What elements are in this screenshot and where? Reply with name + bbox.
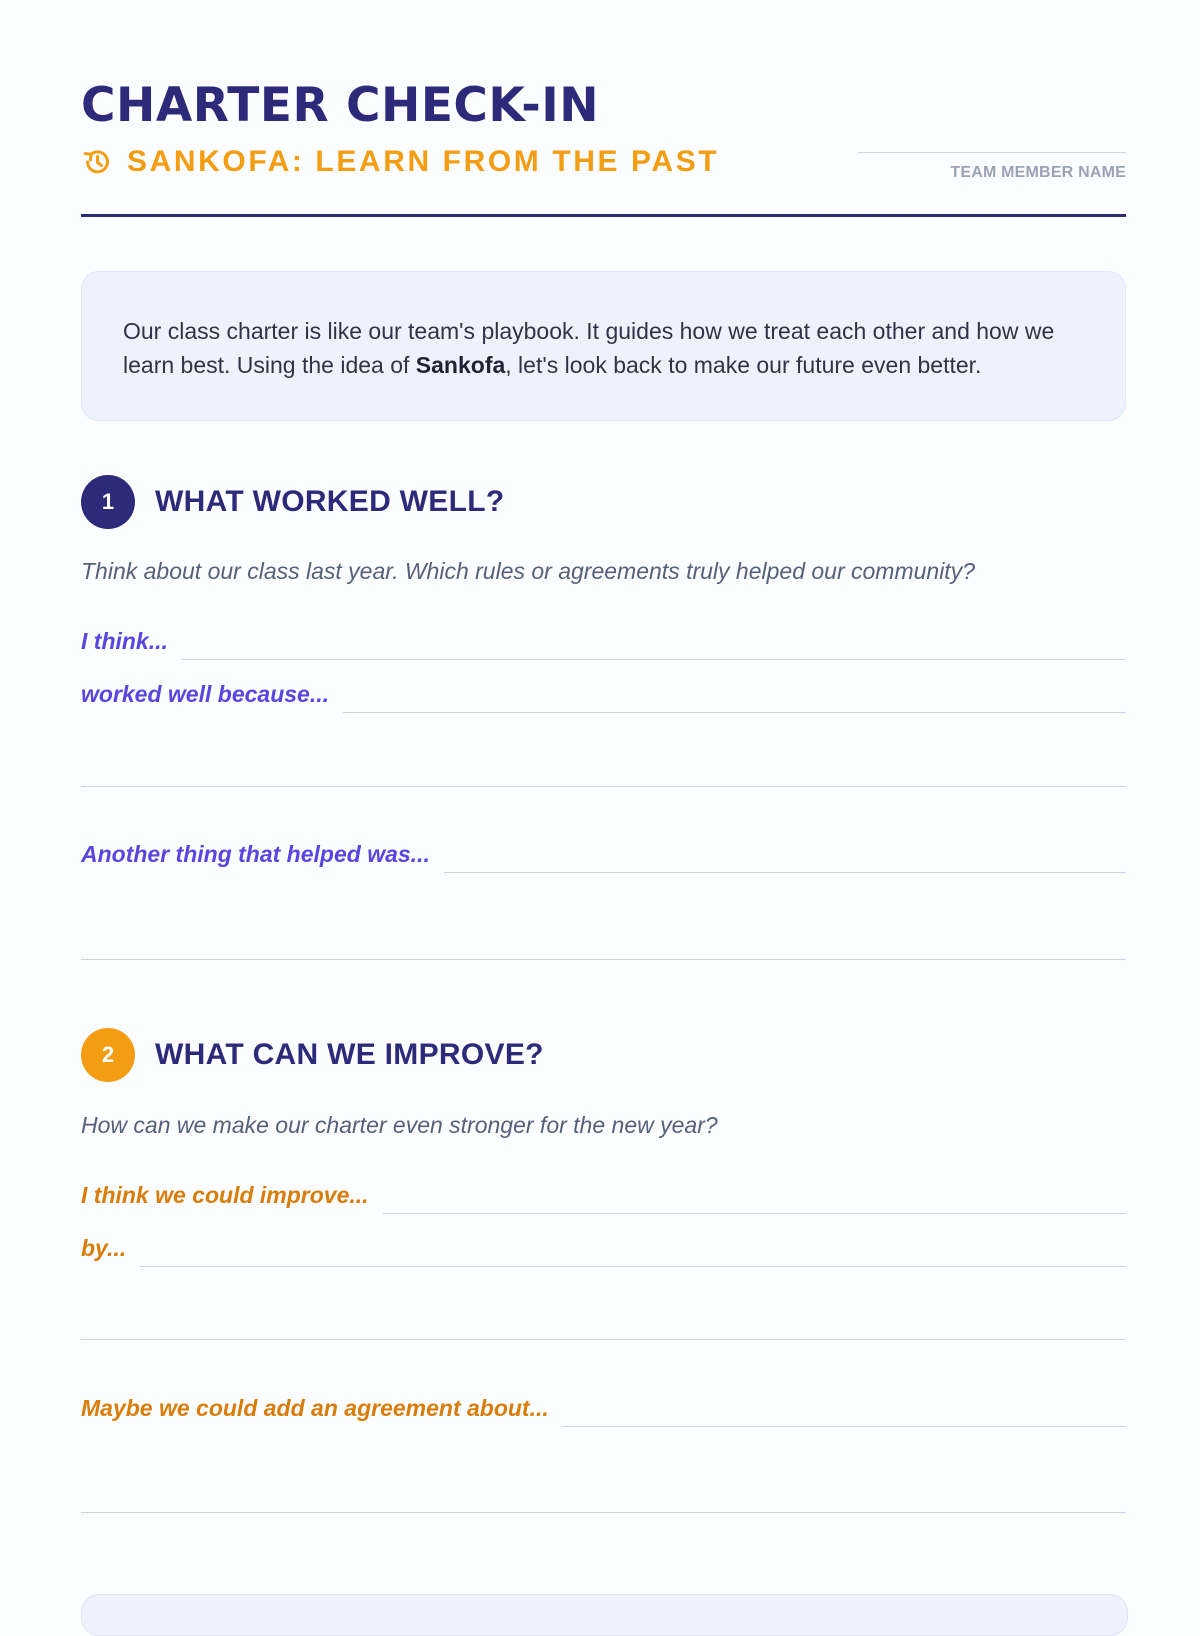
section-2-title: WHAT CAN WE IMPROVE?	[155, 1038, 544, 1071]
answer-line[interactable]	[444, 872, 1126, 873]
name-write-line[interactable]	[858, 152, 1126, 153]
answer-line[interactable]	[81, 1339, 1126, 1340]
section-2-number-badge: 2	[81, 1028, 135, 1082]
section-1-number-badge: 1	[81, 475, 135, 529]
section-1-answer-row-2[interactable]	[81, 683, 1126, 713]
worksheet-header	[81, 0, 1126, 217]
section-1-label-1: I think...	[81, 628, 168, 654]
header-divider	[81, 214, 1126, 217]
answer-line[interactable]	[563, 1426, 1126, 1427]
section-1-heading	[81, 475, 504, 529]
answer-line[interactable]	[182, 659, 1126, 660]
intro-box	[81, 271, 1126, 421]
next-section-card	[81, 1594, 1128, 1636]
section-2-answer-row-1[interactable]	[81, 1184, 1126, 1214]
answer-line[interactable]	[81, 1512, 1126, 1513]
section-2-answer-row-3[interactable]	[81, 1397, 1126, 1427]
section-1-prompt: Think about our class last year. Which rules or agreements truly helped our community?	[81, 558, 975, 584]
section-1-answer-row-3[interactable]	[81, 843, 1126, 873]
section-2-prompt: How can we make our charter even stronger for the new year?	[81, 1112, 718, 1138]
section-2-label-2: by...	[81, 1235, 127, 1261]
intro-highlight: Sankofa	[415, 352, 506, 378]
history-icon	[81, 146, 113, 178]
answer-line[interactable]	[81, 786, 1126, 787]
page-title: CHARTER CHECK-IN	[81, 78, 600, 133]
section-2-heading	[81, 1028, 544, 1082]
answer-line[interactable]	[343, 712, 1126, 713]
section-1-title: WHAT WORKED WELL?	[155, 485, 505, 518]
section-2-label-3: Maybe we could add an agreement about...	[81, 1395, 549, 1421]
subtitle	[81, 146, 719, 178]
answer-line[interactable]	[81, 959, 1126, 960]
section-1-label-3: Another thing that helped was...	[81, 841, 430, 867]
team-member-name-field[interactable]	[858, 152, 1126, 182]
worksheet-page	[81, 0, 1126, 1421]
section-1-label-2: worked well because...	[81, 681, 329, 707]
name-field-label: TEAM MEMBER NAME	[950, 164, 1126, 181]
answer-line[interactable]	[383, 1213, 1126, 1214]
answer-line[interactable]	[140, 1266, 1126, 1267]
subtitle-text: SANKOFA: LEARN FROM THE PAST	[127, 145, 720, 178]
intro-text-end: , let's look back to make our future even better.	[505, 352, 982, 378]
section-2-answer-row-2[interactable]	[81, 1237, 1126, 1267]
section-1-answer-row-1[interactable]	[81, 630, 1126, 660]
section-2-label-1: I think we could improve...	[81, 1182, 369, 1208]
intro-text-start: Our class charter is like our team's playbook. It guides how we treat each other and how we learn best. Using the idea of	[123, 318, 1055, 378]
